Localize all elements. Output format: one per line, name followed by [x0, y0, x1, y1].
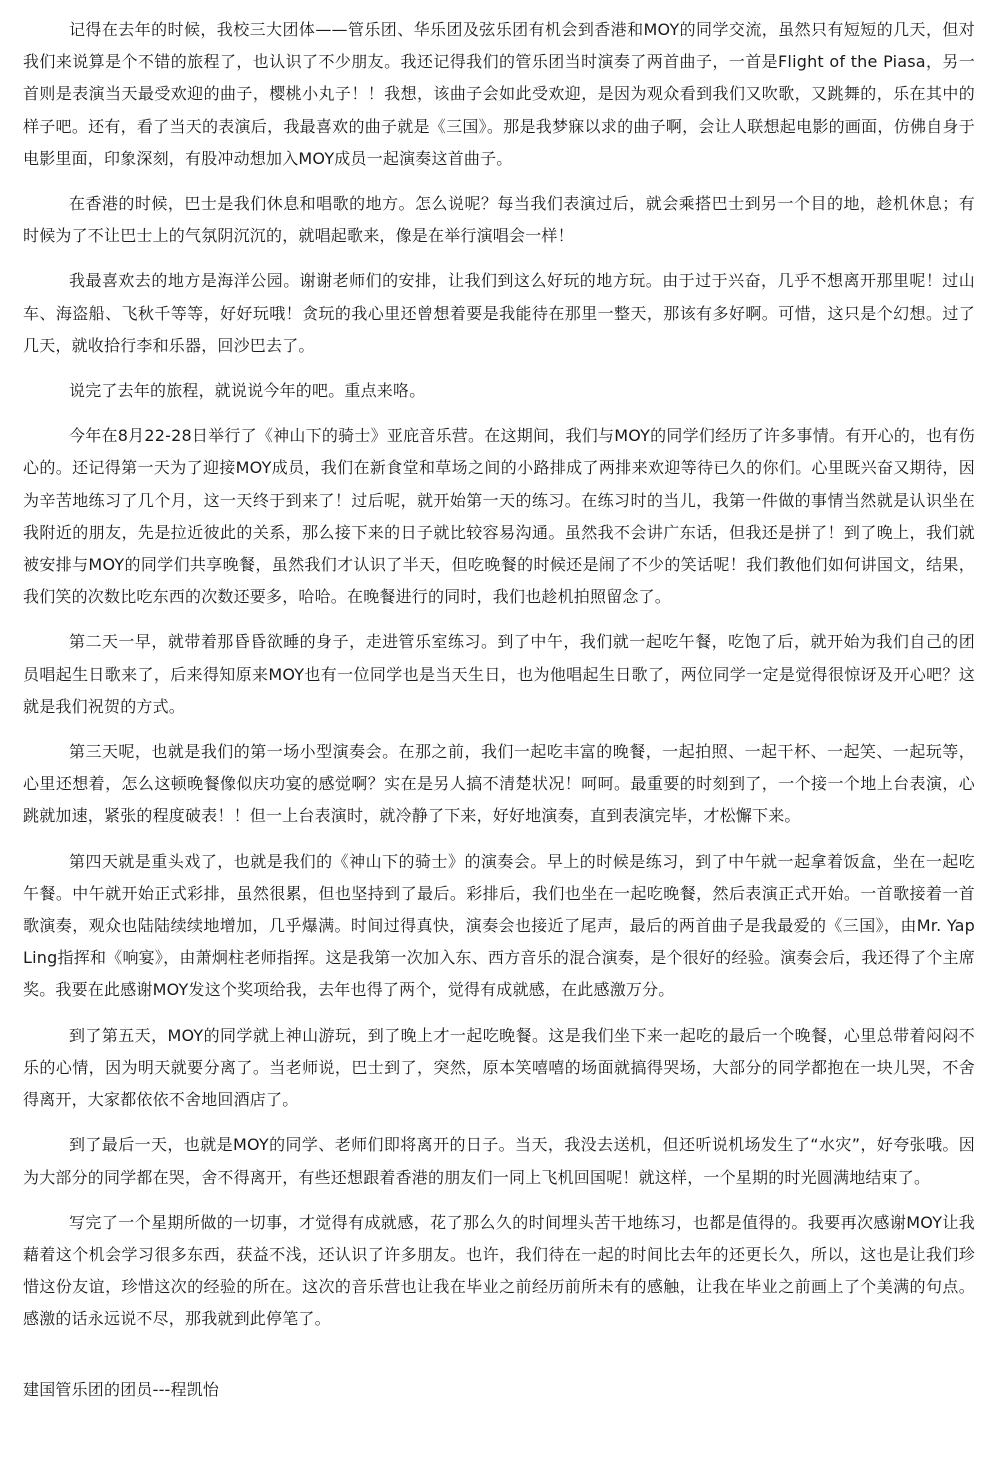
- author-signature: 建国管乐团的团员---程凯怡: [23, 1380, 220, 1399]
- document-body: [23, 14, 975, 1349]
- paragraph-6: 第二天一早，就带着那昏昏欲睡的身子，走进管乐室练习。到了中午，我们就一起吃午餐，吃饱了后，就开始为我们自己的团员唱起生日歌来了，后来得知原来MOY也有一位同学也是当天生日，也为他唱起生日歌了，两位同学一定是觉得很惊讶及开心吧？这就是我们祝贺的方式。: [23, 632, 975, 716]
- paragraph-3: 我最喜欢去的地方是海洋公园。谢谢老师们的安排，让我们到这么好玩的地方玩。由于过于兴奋，几乎不想离开那里呢！过山车、海盗船、飞秋千等等，好好玩哦！贪玩的我心里还曾想着要是我能待在那里一整天，那该有多好啊。可惜，这只是个幻想。过了几天，就收拾行李和乐器，回沙巴去了。: [23, 271, 975, 355]
- paragraph-11: 写完了一个星期所做的一切事，才觉得有成就感，花了那么久的时间埋头苦干地练习，也都是值得的。我要再次感谢MOY让我藉着这个机会学习很多东西，获益不浅，还认识了许多朋友。也许，我们待在一起的时间比去年的还更长久，所以，这也是让我们珍惜这份友谊，珍惜这次的经验的所在。这次的音乐营也让我在毕业之前经历前所未有的感触，让我在毕业之前画上了个美满的句点。感激的话永远说不尽，那我就到此停笔了。: [23, 1212, 975, 1329]
- paragraph-4: 说完了去年的旅程，就说说今年的吧。重点来咯。: [69, 381, 426, 401]
- paragraph-2: 在香港的时候，巴士是我们休息和唱歌的地方。怎么说呢？每当我们表演过后，就会乘搭巴士到另一个目的地，趁机休息；有时候为了不让巴士上的气氛阴沉沉的，就唱起歌来，像是在举行演唱会一样！: [23, 194, 975, 246]
- paragraph-5: 今年在8月22-28日举行了《神山下的骑士》亚庇音乐营。在这期间，我们与MOY的同学们经历了许多事情。有开心的，也有伤心的。还记得第一天为了迎接MOY成员，我们在新食堂和草场之间的小路排成了两排来欢迎等待已久的你们。心里既兴奋又期待，因为辛苦地练习了几个月，这一天终于到来了！过后呢，就开始第一天的练习。在练习时的当儿，我第一件做的事情当然就是认识坐在我附近的朋友，先是拉近彼此的关系，那么接下来的日子就比较容易沟通。虽然我不会讲广东话，但我还是拼了！到了晚上，我们就被安排与MOY的同学们共享晚餐，虽然我们才认识了半天，但吃晚餐的时候还是闹了不少的笑话呢！我们教他们如何讲国文，结果，我们笑的次数比吃东西的次数还要多，哈哈。在晚餐进行的同时，我们也趁机拍照留念了。: [23, 426, 975, 607]
- paragraph-10: 到了最后一天，也就是MOY的同学、老师们即将离开的日子。当天，我没去送机，但还听说机场发生了“水灾”，好夸张哦。因为大部分的同学都在哭，舍不得离开，有些还想跟着香港的朋友们一同上飞机回国呢！就这样，一个星期的时光圆满地结束了。: [23, 1135, 975, 1187]
- paragraph-8: 第四天就是重头戏了，也就是我们的《神山下的骑士》的演奏会。早上的时候是练习，到了中午就一起拿着饭盒，坐在一起吃午餐。中午就开始正式彩排，虽然很累，但也坚持到了最后。彩排后，我们也坐在一起吃晚餐，然后表演正式开始。一首歌接着一首歌演奏，观众也陆陆续续地增加，几乎爆满。时间过得真快，演奏会也接近了尾声，最后的两首曲子是我最爱的《三国》，由Mr. Yap Ling指挥和《响宴》，由萧炯柱老师指挥。这是我第一次加入东、西方音乐的混合演奏，是个很好的经验。演奏会后，我还得了个主席奖。我要在此感谢MOY发这个奖项给我，去年也得了两个，觉得有成就感，在此感激万分。: [23, 851, 975, 1000]
- paragraph-9: 到了第五天，MOY的同学就上神山游玩，到了晚上才一起吃晚餐。这是我们坐下来一起吃的最后一个晚餐，心里总带着闷闷不乐的心情，因为明天就要分离了。当老师说，巴士到了，突然，原本笑嘻嘻的场面就搞得哭场，大部分的同学都抱在一块儿哭，不舍得离开，大家都依依不舍地回酒店了。: [23, 1025, 975, 1110]
- paragraph-7: 第三天呢，也就是我们的第一场小型演奏会。在那之前，我们一起吃丰富的晚餐，一起拍照、一起干杯、一起笑、一起玩等，心里还想着，怎么这顿晚餐像似庆功宴的感觉啊？实在是另人搞不清楚状况！呵呵。最重要的时刻到了，一个接一个地上台表演，心跳就加速，紧张的程度破表！！但一上台表演时，就冷静了下来，好好地演奏，直到表演完毕，才松懈下来。: [23, 742, 975, 826]
- paragraph-1: 记得在去年的时候，我校三大团体——管乐团、华乐团及弦乐团有机会到香港和MOY的同学交流，虽然只有短短的几天，但对我们来说算是个不错的旅程了，也认识了不少朋友。我还记得我们的管乐团当时演奏了两首曲子，一首是Flight of the Piasa，另一首则是表演当天最受欢迎的曲子，樱桃小丸子！！我想，该曲子会如此受欢迎，是因为观众看到我们又吹歌，又跳舞的，乐在其中的样子吧。还有，看了当天的表演后，我最喜欢的曲子就是《三国》。那是我梦寐以求的曲子啊，会让人联想起电影的画面，仿佛自身于电影里面，印象深刻，有股冲动想加入MOY成员一起演奏这首曲子。: [23, 20, 975, 168]
